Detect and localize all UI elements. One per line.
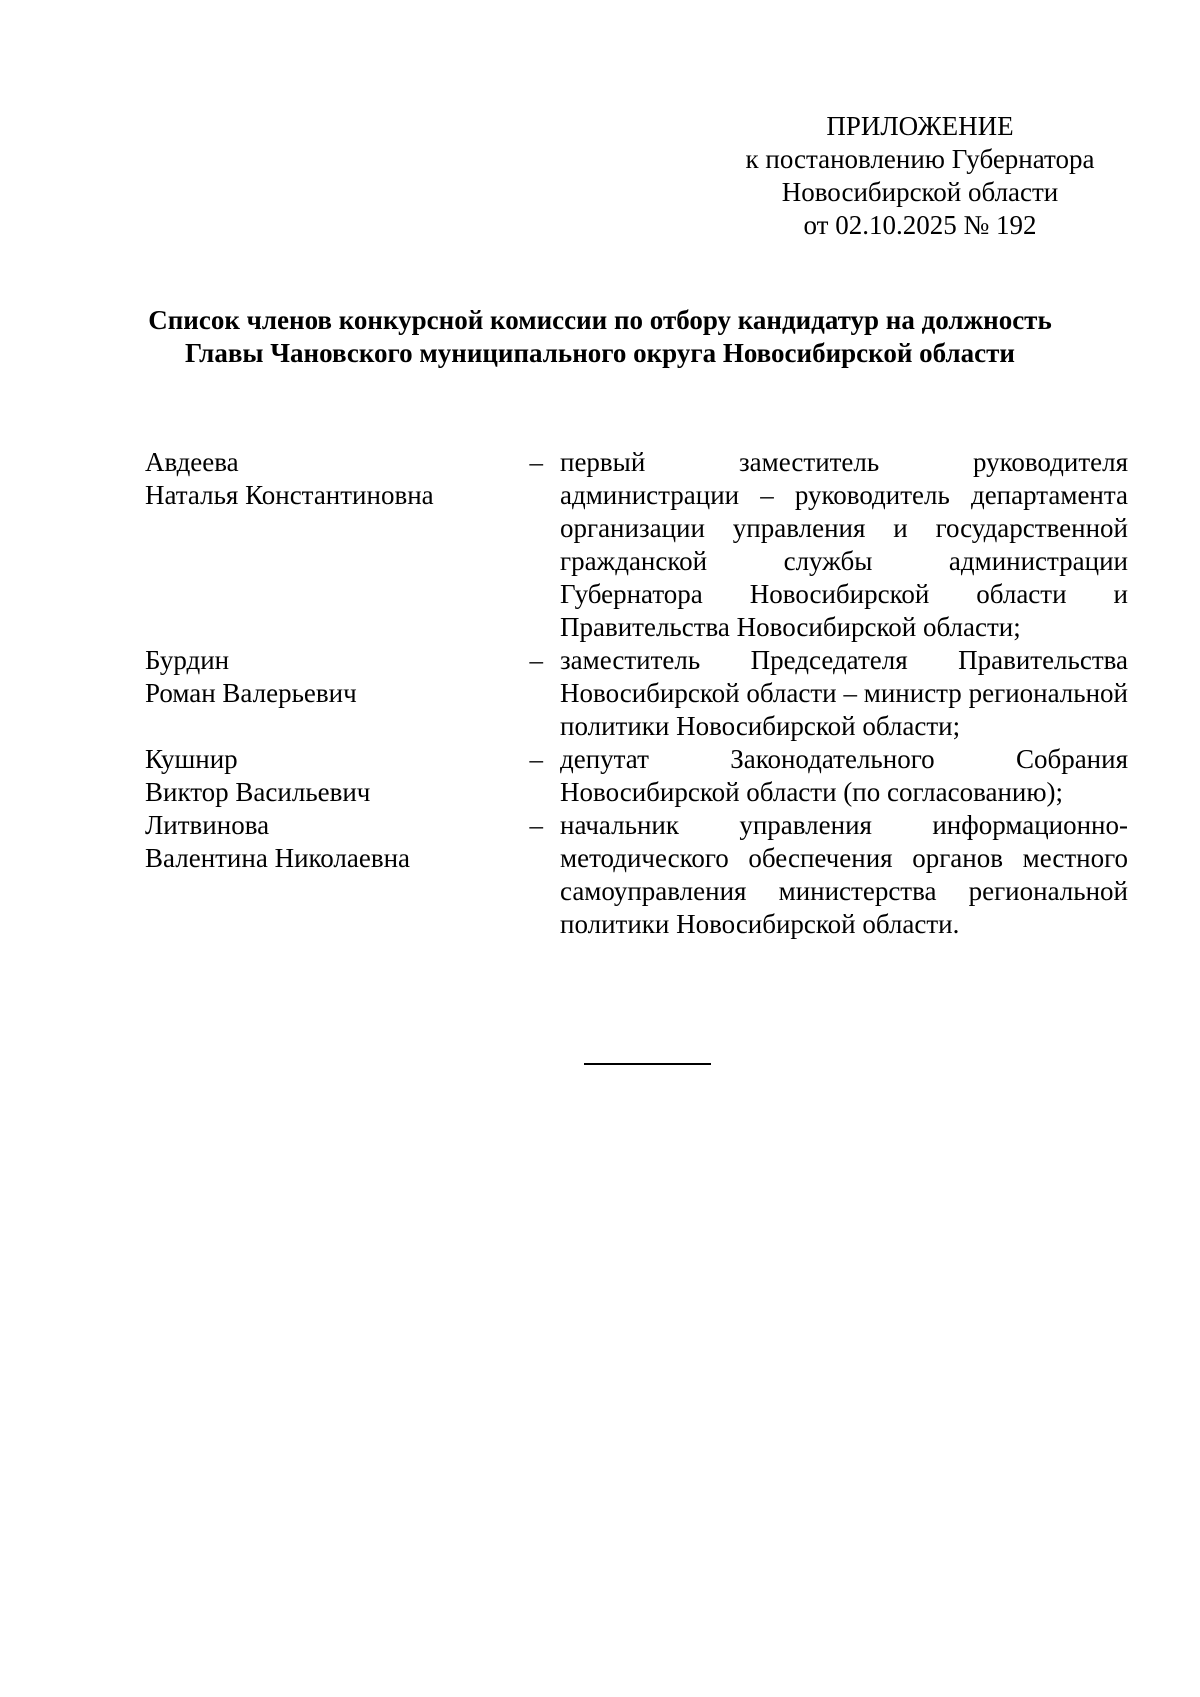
member-row: [145, 446, 1128, 644]
member-surname: Бурдин: [145, 645, 230, 675]
member-name: [145, 743, 485, 809]
member-surname: Авдеева: [145, 447, 239, 477]
title-line-1: Список членов конкурсной комиссии по отбору кандидатур на должность: [148, 305, 1052, 335]
members-list: [145, 446, 1128, 941]
member-name: [145, 446, 485, 512]
appendix-resolution-reference: к постановлению Губернатора: [745, 144, 1095, 174]
member-dash: –: [529, 645, 543, 675]
member-surname: Кушнир: [145, 744, 238, 774]
document-title: [100, 304, 1100, 370]
end-of-document-line: [584, 1063, 711, 1065]
member-position: заместитель Председателя Правительства Новосибирской области – министр региональной политики Новосибирской области;: [560, 645, 1128, 741]
appendix-header: [700, 110, 1140, 242]
member-dash: –: [529, 744, 543, 774]
member-position: начальник управления информационно-методического обеспечения органов местного самоуправления министерства региональной политики Новосибирской области.: [560, 810, 1128, 939]
member-position: первый заместитель руководителя администрации – руководитель департамента организации управления и государственной гражданской службы администрации Губернатора Новосибирской области и Правительства Новосибирской области;: [560, 447, 1128, 642]
title-line-2: Главы Чановского муниципального округа Новосибирской области: [185, 338, 1015, 368]
member-given-names: Роман Валерьевич: [145, 678, 357, 708]
appendix-date-number: от 02.10.2025 № 192: [803, 210, 1037, 240]
member-given-names: Наталья Константиновна: [145, 480, 434, 510]
member-given-names: Виктор Васильевич: [145, 777, 371, 807]
appendix-label: ПРИЛОЖЕНИЕ: [826, 111, 1014, 141]
member-row: [145, 644, 1128, 743]
appendix-region: Новосибирской области: [781, 177, 1059, 207]
member-dash: –: [529, 810, 543, 840]
member-surname: Литвинова: [145, 810, 270, 840]
member-position: депутат Законодательного Собрания Новосибирской области (по согласованию);: [560, 744, 1128, 807]
member-given-names: Валентина Николаевна: [145, 843, 411, 873]
member-name: [145, 809, 485, 875]
member-row: [145, 809, 1128, 941]
member-row: [145, 743, 1128, 809]
member-name: [145, 644, 485, 710]
member-dash: –: [529, 447, 543, 477]
